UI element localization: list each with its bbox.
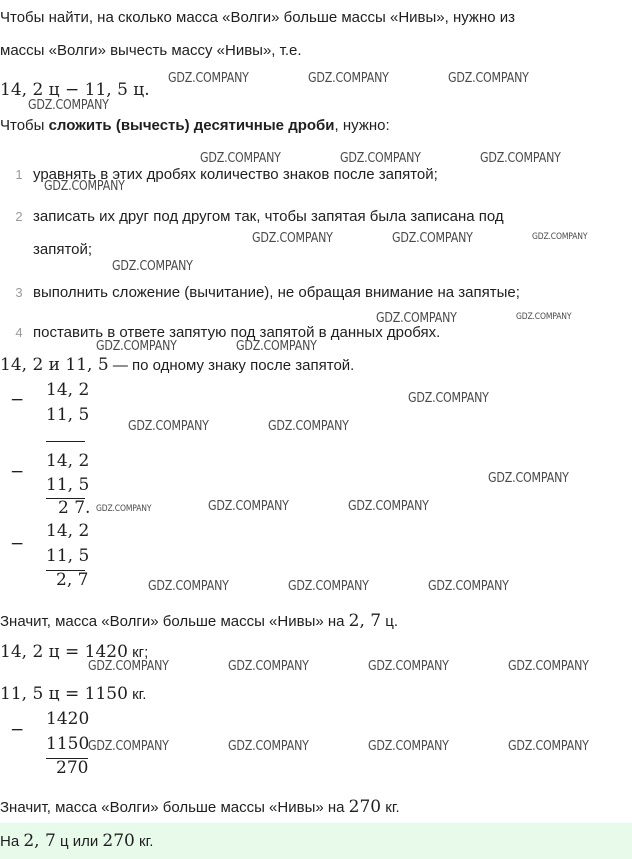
watermark: GDZ.COMPANY xyxy=(44,179,125,194)
watermark: GDZ.COMPANY xyxy=(340,151,421,166)
watermark: GDZ.COMPANY xyxy=(368,739,449,754)
watermark: GDZ.COMPANY xyxy=(200,151,281,166)
conclusion-kilograms: Значит, масса «Волги» больше массы «Нивы» на 270 кг. xyxy=(0,797,400,817)
watermark: GDZ.COMPANY xyxy=(252,231,333,246)
step-number: 3 xyxy=(15,285,23,300)
answer-box xyxy=(0,823,632,859)
watermark: GDZ.COMPANY xyxy=(208,499,289,514)
watermark: GDZ.COMPANY xyxy=(228,659,309,674)
step-text: поставить в ответе запятую под запятой в данных дробях. xyxy=(33,324,441,341)
minuend: 14, 2 xyxy=(46,451,90,471)
watermark: GDZ.COMPANY xyxy=(112,259,193,274)
watermark: GDZ.COMPANY xyxy=(88,739,169,754)
watermark: GDZ.COMPANY xyxy=(288,579,369,594)
difference: 2, 7 xyxy=(56,570,89,590)
conversion-niva: 11, 5 ц = 1150 кг. xyxy=(0,684,147,704)
difference: 270 xyxy=(56,758,89,778)
subtrahend: 11, 5 xyxy=(46,405,90,425)
subtrahend: 11, 5 xyxy=(46,475,90,495)
watermark: GDZ.COMPANY xyxy=(268,419,349,434)
watermark: GDZ.COMPANY xyxy=(508,739,589,754)
watermark: GDZ.COMPANY xyxy=(392,231,473,246)
watermark: GDZ.COMPANY xyxy=(148,579,229,594)
watermark: GDZ.COMPANY xyxy=(28,98,109,113)
minuend: 14, 2 xyxy=(46,380,90,400)
answer-text: На 2, 7 ц или 270 кг. xyxy=(0,831,154,851)
watermark: GDZ.COMPANY xyxy=(96,339,177,354)
subtraction-line xyxy=(46,441,85,442)
subtrahend: 11, 5 xyxy=(46,546,90,566)
step-number: 4 xyxy=(15,325,23,340)
step-number: 2 xyxy=(15,209,23,224)
watermark: GDZ.COMPANY xyxy=(428,579,509,594)
rule-heading: Чтобы сложить (вычесть) десятичные дроби, нужно: xyxy=(0,117,390,134)
minuend: 14, 2 xyxy=(46,521,90,541)
watermark: GDZ.COMPANY xyxy=(88,659,169,674)
step-text: уравнять в этих дробях количество знаков после запятой; xyxy=(33,166,438,183)
watermark: GDZ.COMPANY xyxy=(308,71,389,86)
conversion-volga: 14, 2 ц = 1420 кг; xyxy=(0,642,149,662)
decimals-note: 14, 2 и 11, 5 — по одному знаку после запятой. xyxy=(0,355,355,375)
intro-expression: 14, 2 ц − 11, 5 ц. xyxy=(0,80,150,100)
watermark: GDZ.COMPANY xyxy=(168,71,249,86)
step-text: записать их друг под другом так, чтобы запятая была записана под xyxy=(33,208,504,225)
watermark: GDZ.COMPANY xyxy=(408,391,489,406)
watermark: GDZ.COMPANY xyxy=(532,232,588,242)
subtrahend: 1150 xyxy=(46,734,90,754)
watermark: GDZ.COMPANY xyxy=(448,71,529,86)
difference: 2 7. xyxy=(58,498,91,518)
minus-sign: − xyxy=(10,534,25,554)
watermark: GDZ.COMPANY xyxy=(480,151,561,166)
watermark: GDZ.COMPANY xyxy=(488,471,569,486)
intro-line-2: массы «Волги» вычесть массу «Нивы», т.е. xyxy=(0,42,302,59)
watermark: GDZ.COMPANY xyxy=(228,739,309,754)
watermark: GDZ.COMPANY xyxy=(236,339,317,354)
minuend: 1420 xyxy=(46,709,90,729)
minus-sign: − xyxy=(10,462,25,482)
minus-sign: − xyxy=(10,390,25,410)
watermark: GDZ.COMPANY xyxy=(368,659,449,674)
watermark: GDZ.COMPANY xyxy=(128,419,209,434)
watermark: GDZ.COMPANY xyxy=(348,499,429,514)
step-number: 1 xyxy=(15,167,23,182)
watermark: GDZ.COMPANY xyxy=(508,659,589,674)
intro-line-1: Чтобы найти, на сколько масса «Волги» больше массы «Нивы», нужно из xyxy=(0,9,515,26)
watermark: GDZ.COMPANY xyxy=(96,504,152,514)
watermark: GDZ.COMPANY xyxy=(376,311,457,326)
step-text-continued: запятой; xyxy=(33,241,93,258)
conclusion-centners: Значит, масса «Волги» больше массы «Нивы» на 2, 7 ц. xyxy=(0,611,399,631)
minus-sign: − xyxy=(10,720,25,740)
step-text: выполнить сложение (вычитание), не обращая внимание на запятые; xyxy=(33,284,520,301)
watermark: GDZ.COMPANY xyxy=(516,312,572,322)
